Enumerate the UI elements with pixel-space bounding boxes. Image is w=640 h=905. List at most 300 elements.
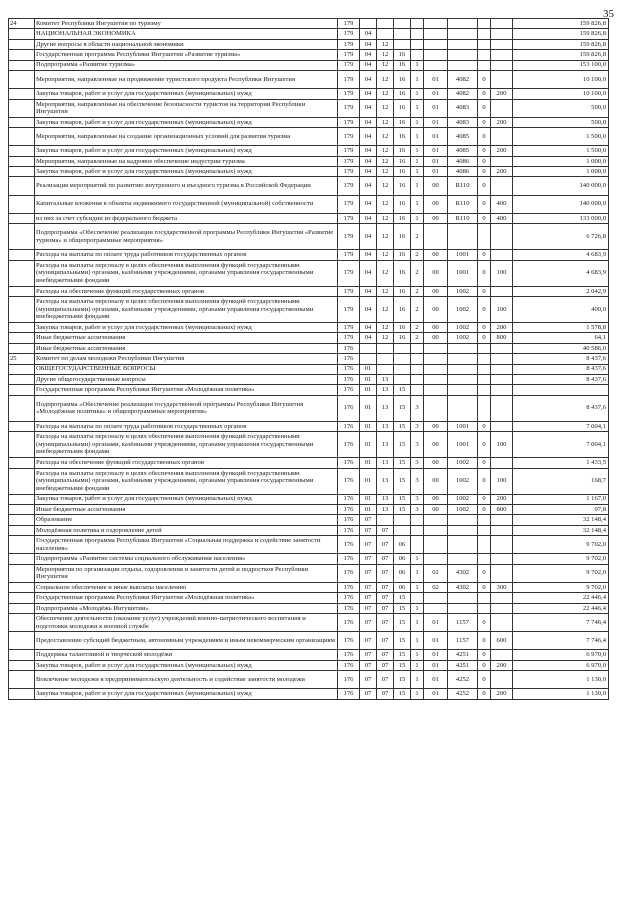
row-name: Закупка товаров, работ и услуг для государственных (муниципальных) нужд — [35, 117, 338, 127]
code-program — [394, 29, 411, 39]
code-subsection: 07 — [377, 525, 394, 535]
code-program: 16 — [394, 250, 411, 260]
code-suffix: 0 — [478, 156, 491, 166]
row-number — [9, 525, 35, 535]
code-type: 100 — [491, 260, 513, 286]
code-main-measure: 01 — [424, 156, 448, 166]
code-suffix: 0 — [478, 333, 491, 343]
code-section — [360, 19, 377, 29]
code-program: 16 — [394, 146, 411, 156]
code-subsection: 12 — [377, 250, 394, 260]
code-subsection: 12 — [377, 89, 394, 99]
code-direction: 1157 — [448, 614, 478, 632]
code-program: 15 — [394, 632, 411, 650]
row-number — [9, 421, 35, 431]
code-main-measure — [424, 364, 448, 374]
code-subprogram: 1 — [411, 614, 424, 632]
code-gov: 179 — [338, 297, 360, 323]
code-subprogram: 1 — [411, 554, 424, 564]
table-row — [9, 374, 609, 384]
code-suffix: 0 — [478, 195, 491, 213]
code-suffix — [478, 50, 491, 60]
code-section: 07 — [360, 614, 377, 632]
code-type: 800 — [491, 504, 513, 514]
code-type — [491, 250, 513, 260]
row-amount: 140 000,0 — [513, 195, 609, 213]
row-name: Мероприятия, направленные на создание организационных условий для развития туризма — [35, 128, 338, 146]
code-gov: 176 — [338, 536, 360, 554]
code-program: 06 — [394, 582, 411, 592]
code-subprogram: 1 — [411, 689, 424, 699]
code-section: 04 — [360, 224, 377, 250]
code-suffix — [478, 374, 491, 384]
code-main-measure — [424, 374, 448, 384]
table-row — [9, 117, 609, 127]
table-row — [9, 286, 609, 296]
code-section: 07 — [360, 650, 377, 660]
code-program: 16 — [394, 70, 411, 88]
code-direction: 1157 — [448, 632, 478, 650]
row-number — [9, 177, 35, 195]
code-program — [394, 19, 411, 29]
code-suffix: 0 — [478, 323, 491, 333]
row-amount: 133 000,0 — [513, 213, 609, 223]
code-main-measure: 00 — [424, 297, 448, 323]
table-row — [9, 525, 609, 535]
code-direction: R110 — [448, 213, 478, 223]
code-section: 01 — [360, 374, 377, 384]
code-suffix: 0 — [478, 564, 491, 582]
code-suffix — [478, 364, 491, 374]
code-main-measure: 01 — [424, 146, 448, 156]
code-program — [394, 515, 411, 525]
row-name: Другие вопросы в области национальной экономики — [35, 39, 338, 49]
row-number — [9, 671, 35, 689]
row-amount: 1 130,0 — [513, 671, 609, 689]
code-suffix: 0 — [478, 468, 491, 494]
code-suffix — [478, 60, 491, 70]
code-subprogram — [411, 536, 424, 554]
code-main-measure: 01 — [424, 650, 448, 660]
code-direction — [448, 39, 478, 49]
code-subsection: 12 — [377, 60, 394, 70]
code-subsection: 12 — [377, 333, 394, 343]
code-gov: 179 — [338, 167, 360, 177]
table-row — [9, 60, 609, 70]
code-program: 16 — [394, 117, 411, 127]
code-section — [360, 354, 377, 364]
code-main-measure: 00 — [424, 213, 448, 223]
code-direction — [448, 19, 478, 29]
row-amount: 8 437,6 — [513, 364, 609, 374]
code-type — [491, 343, 513, 353]
code-main-measure: 01 — [424, 632, 448, 650]
code-main-measure — [424, 395, 448, 421]
code-main-measure: 00 — [424, 468, 448, 494]
table-row — [9, 536, 609, 554]
row-number — [9, 582, 35, 592]
row-amount: 159 826,8 — [513, 39, 609, 49]
code-direction — [448, 50, 478, 60]
code-subsection — [377, 29, 394, 39]
row-name: Подпрограмма «Обеспечение реализации государственной программы Республики Ингушетия «Молодёжная политика» и общепрограммные мероприятия» — [35, 395, 338, 421]
code-suffix: 0 — [478, 421, 491, 431]
table-row — [9, 564, 609, 582]
row-number — [9, 494, 35, 504]
code-suffix: 0 — [478, 70, 491, 88]
row-name: Образование — [35, 515, 338, 525]
row-number — [9, 146, 35, 156]
code-subsection: 07 — [377, 660, 394, 670]
code-subprogram: 2 — [411, 333, 424, 343]
code-program: 16 — [394, 128, 411, 146]
code-gov: 176 — [338, 614, 360, 632]
code-direction — [448, 536, 478, 554]
code-program: 15 — [394, 660, 411, 670]
code-subprogram: 1 — [411, 603, 424, 613]
code-subprogram — [411, 515, 424, 525]
code-suffix: 0 — [478, 614, 491, 632]
code-main-measure: 00 — [424, 177, 448, 195]
row-number: 24 — [9, 19, 35, 29]
code-suffix: 0 — [478, 432, 491, 458]
code-type: 600 — [491, 632, 513, 650]
code-type — [491, 650, 513, 660]
row-amount: 159 826,8 — [513, 19, 609, 29]
code-subsection: 07 — [377, 582, 394, 592]
code-main-measure — [424, 385, 448, 395]
row-number: 25 — [9, 354, 35, 364]
code-direction: 1002 — [448, 297, 478, 323]
code-gov: 179 — [338, 177, 360, 195]
row-number — [9, 260, 35, 286]
row-amount: 8 437,6 — [513, 395, 609, 421]
row-number — [9, 297, 35, 323]
table-row — [9, 343, 609, 353]
table-row — [9, 99, 609, 117]
code-subprogram: 1 — [411, 89, 424, 99]
code-gov: 176 — [338, 689, 360, 699]
code-section: 04 — [360, 29, 377, 39]
code-subsection: 07 — [377, 564, 394, 582]
code-program: 16 — [394, 60, 411, 70]
row-number — [9, 395, 35, 421]
code-main-measure: 00 — [424, 260, 448, 286]
code-main-measure: 01 — [424, 660, 448, 670]
code-main-measure: 01 — [424, 614, 448, 632]
code-main-measure — [424, 29, 448, 39]
table-row — [9, 29, 609, 39]
code-main-measure — [424, 343, 448, 353]
row-amount: 9 702,0 — [513, 582, 609, 592]
code-gov: 179 — [338, 286, 360, 296]
code-subsection: 12 — [377, 224, 394, 250]
row-number — [9, 593, 35, 603]
table-row — [9, 458, 609, 468]
row-number — [9, 385, 35, 395]
row-amount: 500,0 — [513, 99, 609, 117]
row-amount: 1 433,5 — [513, 458, 609, 468]
code-type — [491, 39, 513, 49]
code-subsection: 12 — [377, 99, 394, 117]
code-gov: 176 — [338, 504, 360, 514]
code-gov: 179 — [338, 39, 360, 49]
code-type — [491, 29, 513, 39]
code-subprogram: 1 — [411, 128, 424, 146]
row-amount: 22 446,4 — [513, 593, 609, 603]
code-subsection — [377, 354, 394, 364]
code-direction — [448, 374, 478, 384]
page-number: 35 — [603, 8, 614, 20]
code-type: 200 — [491, 117, 513, 127]
code-subprogram — [411, 29, 424, 39]
code-suffix — [478, 603, 491, 613]
code-subprogram: 1 — [411, 70, 424, 88]
table-row — [9, 614, 609, 632]
code-section: 07 — [360, 515, 377, 525]
code-program: 16 — [394, 167, 411, 177]
code-program: 15 — [394, 494, 411, 504]
code-direction: 1002 — [448, 323, 478, 333]
code-suffix: 0 — [478, 504, 491, 514]
row-number — [9, 660, 35, 670]
row-name: Реализация мероприятий по развитию внутреннего и въездного туризма в Российской Федерации — [35, 177, 338, 195]
row-number — [9, 117, 35, 127]
code-subprogram — [411, 19, 424, 29]
code-main-measure — [424, 554, 448, 564]
code-subsection: 12 — [377, 167, 394, 177]
code-subsection: 13 — [377, 385, 394, 395]
code-section: 04 — [360, 260, 377, 286]
code-program — [394, 364, 411, 374]
row-number — [9, 554, 35, 564]
row-amount: 1 130,0 — [513, 689, 609, 699]
code-suffix: 0 — [478, 494, 491, 504]
code-type — [491, 564, 513, 582]
row-name: Капитальные вложения в объекты недвижимого государственной (муниципальной) собственности — [35, 195, 338, 213]
code-suffix: 0 — [478, 671, 491, 689]
code-main-measure: 01 — [424, 99, 448, 117]
row-name: Комитет по делам молодежи Республики Ингушетия — [35, 354, 338, 364]
row-number — [9, 60, 35, 70]
row-name: Государственная программа Республики Ингушетия «Молодёжная политика» — [35, 593, 338, 603]
code-main-measure: 01 — [424, 89, 448, 99]
code-program: 15 — [394, 421, 411, 431]
code-subprogram: 1 — [411, 146, 424, 156]
table-row — [9, 297, 609, 323]
code-type — [491, 671, 513, 689]
code-subsection: 07 — [377, 603, 394, 613]
row-name: НАЦИОНАЛЬНАЯ ЭКОНОМИКА — [35, 29, 338, 39]
code-subprogram: 1 — [411, 60, 424, 70]
row-number — [9, 156, 35, 166]
code-main-measure: 01 — [424, 128, 448, 146]
table-row — [9, 50, 609, 60]
code-subprogram: 3 — [411, 494, 424, 504]
code-type — [491, 177, 513, 195]
table-row — [9, 19, 609, 29]
code-subprogram — [411, 364, 424, 374]
code-subsection: 07 — [377, 593, 394, 603]
code-program: 15 — [394, 650, 411, 660]
code-type — [491, 536, 513, 554]
code-type: 100 — [491, 468, 513, 494]
row-number — [9, 89, 35, 99]
code-subsection: 12 — [377, 128, 394, 146]
code-suffix: 0 — [478, 177, 491, 195]
code-gov: 176 — [338, 343, 360, 353]
code-subsection: 07 — [377, 554, 394, 564]
code-type — [491, 525, 513, 535]
code-program: 16 — [394, 99, 411, 117]
row-number — [9, 515, 35, 525]
code-section: 04 — [360, 60, 377, 70]
code-direction: 4302 — [448, 582, 478, 592]
code-main-measure: 00 — [424, 195, 448, 213]
table-row — [9, 70, 609, 88]
table-row — [9, 671, 609, 689]
code-program: 06 — [394, 554, 411, 564]
row-amount: 4 683,9 — [513, 260, 609, 286]
code-section: 01 — [360, 504, 377, 514]
code-program: 15 — [394, 395, 411, 421]
code-suffix: 0 — [478, 99, 491, 117]
code-type: 400 — [491, 195, 513, 213]
code-section: 04 — [360, 99, 377, 117]
code-direction: 4302 — [448, 564, 478, 582]
code-section: 04 — [360, 286, 377, 296]
code-section: 04 — [360, 50, 377, 60]
row-name: Расходы на выплаты персоналу в целях обеспечения выполнения функций государственными (муниципальными) органами, казёнными учреждениями, органами управления государственными внебюджетными фондами — [35, 297, 338, 323]
code-subsection: 12 — [377, 146, 394, 156]
code-section: 04 — [360, 146, 377, 156]
code-gov: 176 — [338, 432, 360, 458]
row-number — [9, 343, 35, 353]
row-amount: 1 167,0 — [513, 494, 609, 504]
code-gov: 176 — [338, 374, 360, 384]
table-row — [9, 421, 609, 431]
table-row — [9, 39, 609, 49]
row-number — [9, 432, 35, 458]
code-gov: 176 — [338, 395, 360, 421]
row-name: Государственная программа Республики Ингушетия «Социальная поддержка и содействие занятости населения» — [35, 536, 338, 554]
code-type: 100 — [491, 297, 513, 323]
table-row — [9, 195, 609, 213]
code-subprogram: 2 — [411, 224, 424, 250]
row-amount: 40 586,0 — [513, 343, 609, 353]
code-subsection: 12 — [377, 297, 394, 323]
code-suffix — [478, 343, 491, 353]
code-section: 01 — [360, 468, 377, 494]
code-direction: 4083 — [448, 99, 478, 117]
code-subsection: 13 — [377, 421, 394, 431]
code-main-measure — [424, 354, 448, 364]
code-subsection: 12 — [377, 260, 394, 286]
code-suffix: 0 — [478, 213, 491, 223]
code-suffix: 0 — [478, 250, 491, 260]
row-name: Расходы на выплаты персоналу в целях обеспечения выполнения функций государственными (муниципальными) органами, казёнными учреждениями, органами управления государственными внебюджетными фондами — [35, 260, 338, 286]
code-subprogram: 2 — [411, 286, 424, 296]
row-number — [9, 632, 35, 650]
code-direction: 1001 — [448, 432, 478, 458]
row-amount: 7 004,1 — [513, 432, 609, 458]
row-name: Социальное обеспечение и иные выплаты населению — [35, 582, 338, 592]
code-program: 16 — [394, 286, 411, 296]
code-type: 200 — [491, 689, 513, 699]
code-section: 07 — [360, 632, 377, 650]
code-main-measure — [424, 536, 448, 554]
code-program: 16 — [394, 333, 411, 343]
code-subprogram: 3 — [411, 421, 424, 431]
row-number — [9, 286, 35, 296]
row-amount: 400,0 — [513, 297, 609, 323]
code-suffix: 0 — [478, 117, 491, 127]
code-direction — [448, 603, 478, 613]
table-row — [9, 156, 609, 166]
code-program: 16 — [394, 224, 411, 250]
code-section: 04 — [360, 128, 377, 146]
code-section: 01 — [360, 395, 377, 421]
row-name: Расходы на обеспечение функций государственных органов — [35, 286, 338, 296]
code-gov: 176 — [338, 515, 360, 525]
row-number — [9, 564, 35, 582]
row-name: Государственная программа Республики Ингушетия «Развитие туризма» — [35, 50, 338, 60]
code-main-measure — [424, 603, 448, 613]
code-main-measure: 02 — [424, 564, 448, 582]
code-type — [491, 354, 513, 364]
row-number — [9, 70, 35, 88]
code-subsection: 07 — [377, 689, 394, 699]
code-direction — [448, 224, 478, 250]
code-subsection: 13 — [377, 374, 394, 384]
code-gov: 179 — [338, 19, 360, 29]
code-subprogram: 1 — [411, 177, 424, 195]
row-name: Вовлечение молодежи в предпринимательскую деятельность и содействие занятости молодежи — [35, 671, 338, 689]
code-gov: 179 — [338, 333, 360, 343]
row-amount: 168,7 — [513, 468, 609, 494]
code-subprogram: 1 — [411, 632, 424, 650]
code-main-measure: 00 — [424, 504, 448, 514]
code-program — [394, 525, 411, 535]
row-name: Расходы на обеспечение функций государственных органов — [35, 458, 338, 468]
row-amount: 32 148,4 — [513, 515, 609, 525]
row-amount: 153 100,0 — [513, 60, 609, 70]
code-suffix: 0 — [478, 632, 491, 650]
row-number — [9, 167, 35, 177]
row-amount: 22 446,4 — [513, 603, 609, 613]
code-gov: 179 — [338, 128, 360, 146]
code-type — [491, 364, 513, 374]
code-suffix: 0 — [478, 128, 491, 146]
code-type — [491, 421, 513, 431]
code-type — [491, 19, 513, 29]
table-row — [9, 593, 609, 603]
code-suffix — [478, 525, 491, 535]
row-number — [9, 364, 35, 374]
code-subsection: 12 — [377, 286, 394, 296]
code-direction: 4252 — [448, 689, 478, 699]
code-gov: 179 — [338, 250, 360, 260]
code-main-measure: 00 — [424, 250, 448, 260]
code-main-measure — [424, 593, 448, 603]
code-type — [491, 614, 513, 632]
code-program: 15 — [394, 432, 411, 458]
row-amount: 1 500,0 — [513, 128, 609, 146]
code-main-measure: 01 — [424, 689, 448, 699]
code-gov: 179 — [338, 60, 360, 70]
table-row — [9, 354, 609, 364]
row-name: Подпрограмма «Развитие туризма» — [35, 60, 338, 70]
